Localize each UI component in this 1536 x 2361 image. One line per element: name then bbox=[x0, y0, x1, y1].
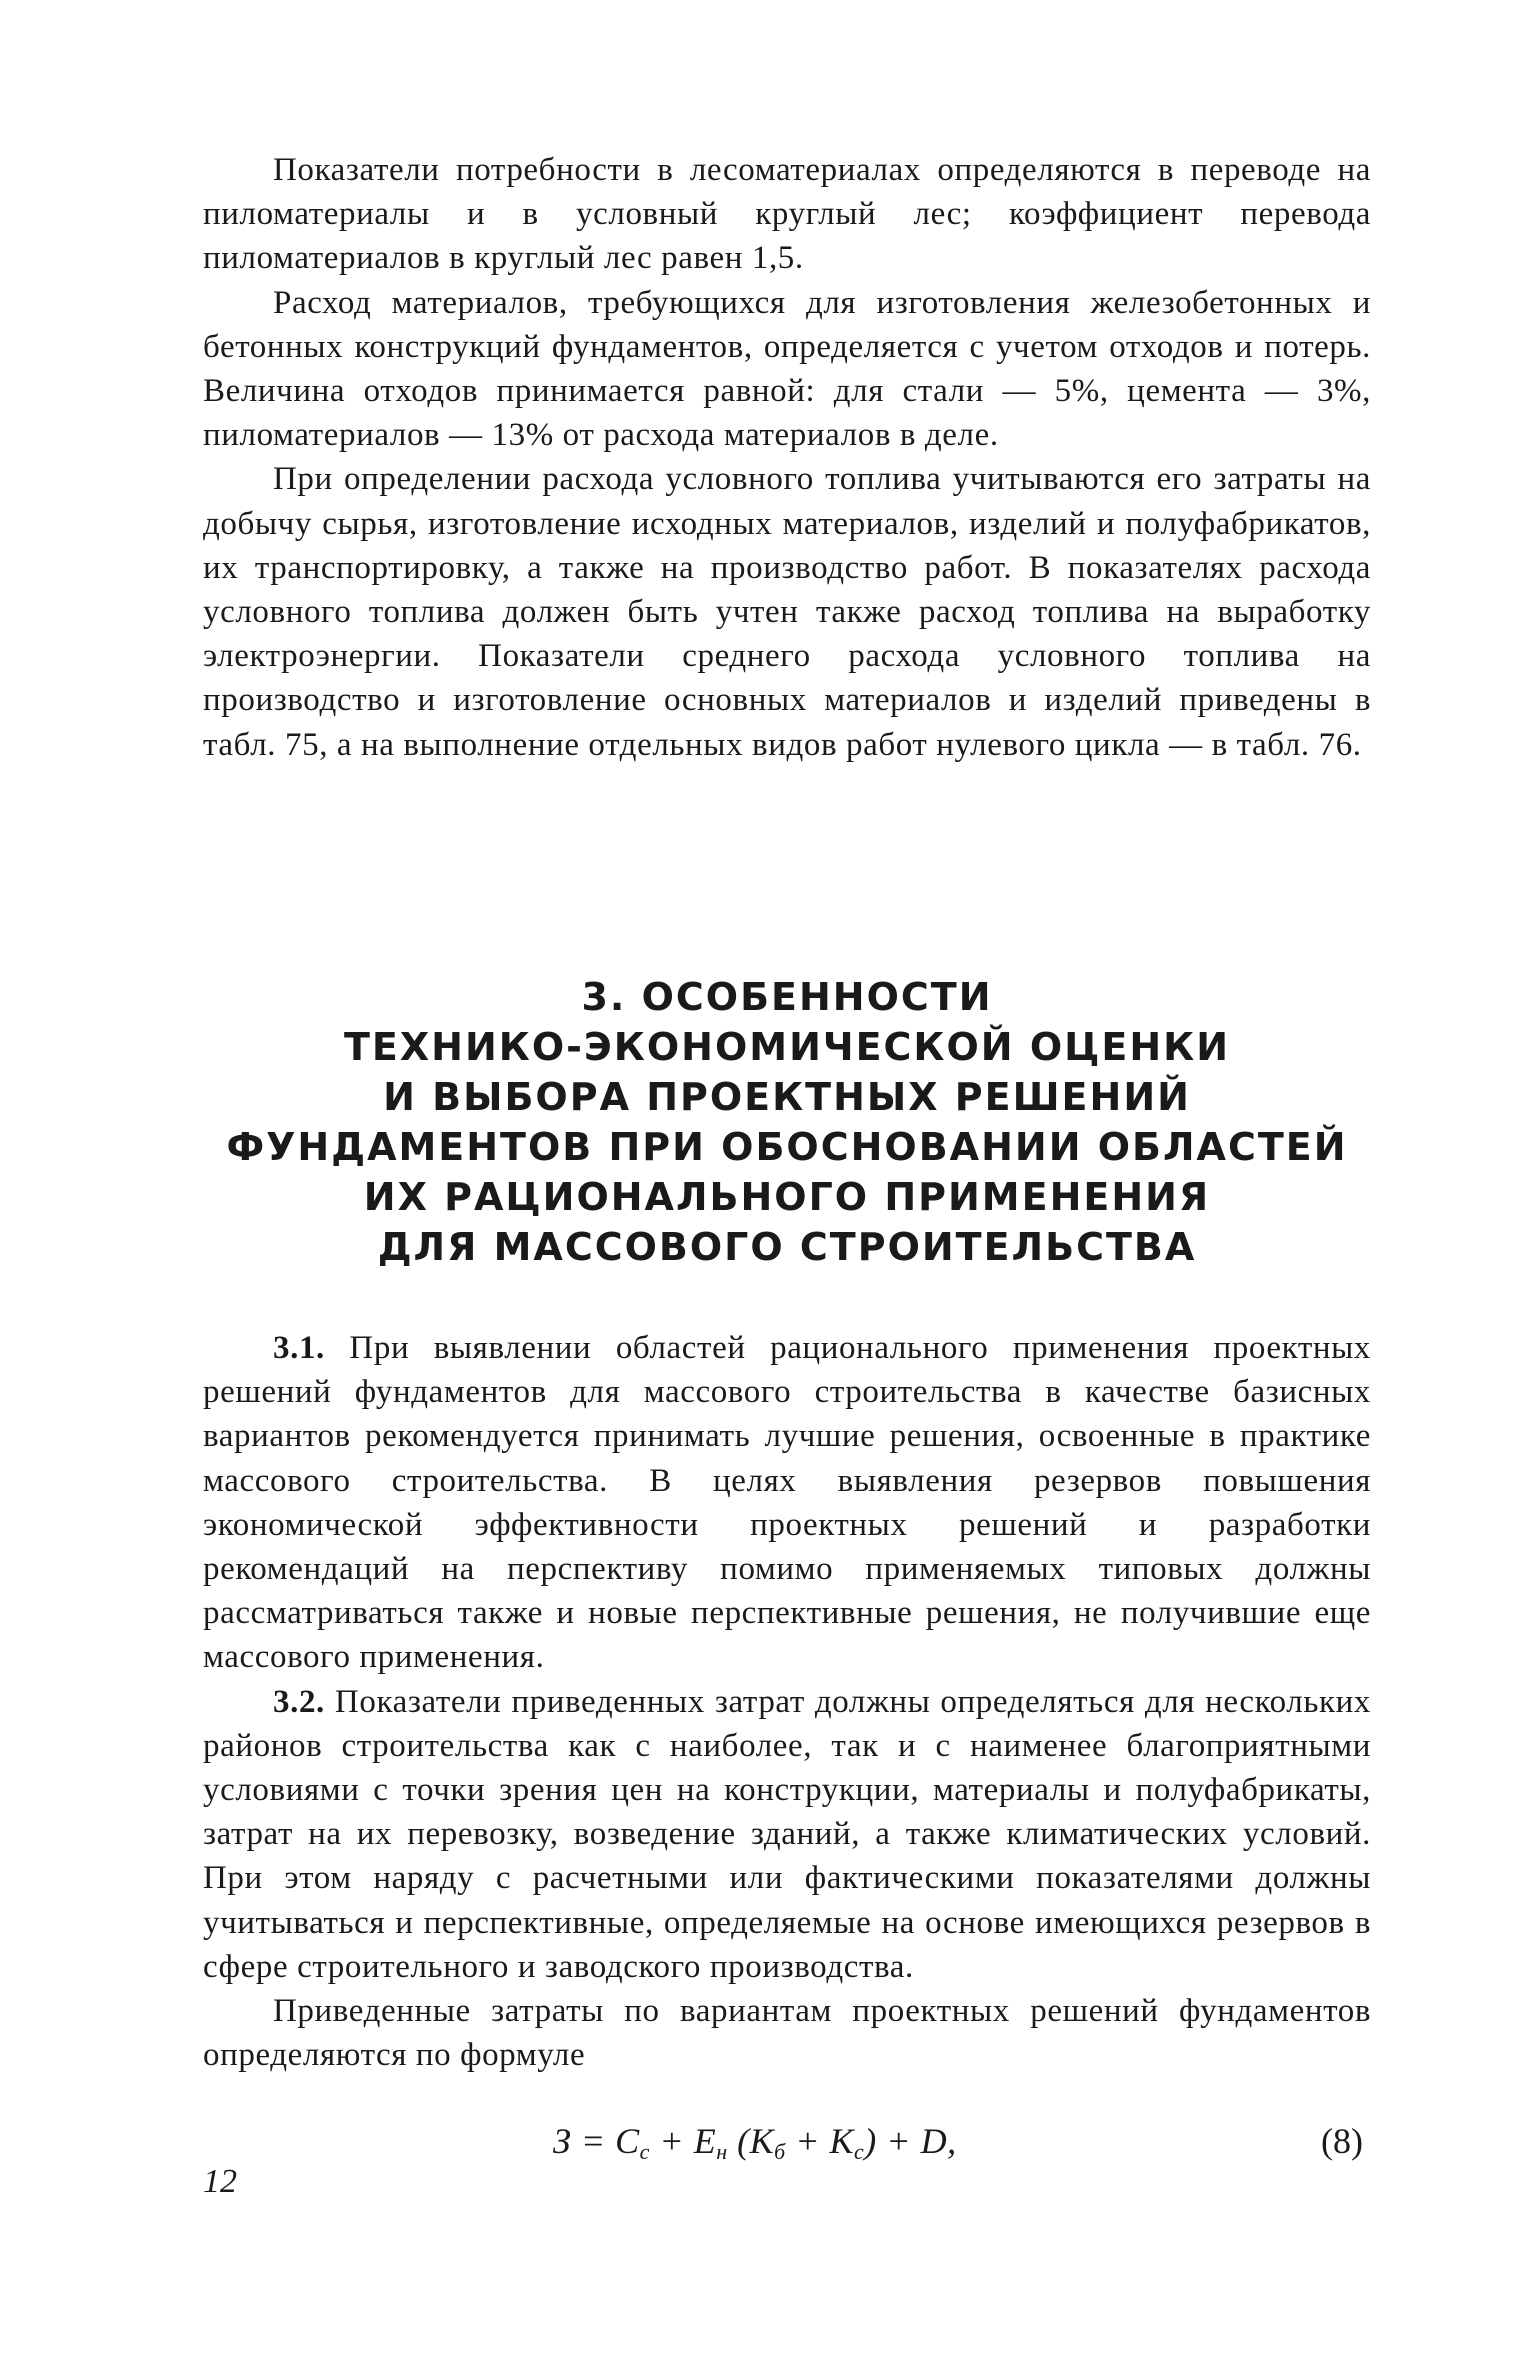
formula-row bbox=[203, 2118, 1371, 2164]
paragraph-fuel-consumption: При определении расхода условного топлива учитываются его затраты на добычу сырья, изготовление исходных материалов, изделий и полуфабрикатов, их транспортировку, а также на производство работ. В показателях расхода условного топлива должен быть учтен также расход топлива на выработку электроэнергии. Показатели среднего расхода условного топлива на производство и изготовление основных материалов и изделий приведены в табл. 75, а на выполнение отдельных видов работ нулевого цикла — в табл. 76. bbox=[203, 461, 1371, 763]
clause-number: 3.1. bbox=[273, 1330, 325, 1366]
page-number: 12 bbox=[203, 2163, 237, 2200]
clause-text: Показатели приведенных затрат должны определяться для нескольких районов строительства как с наиболее, так и с наименее благоприятными условиями с точки зрения цен на конструкции, материалы и полуфабрикаты, затрат на их перевозку, возведение зданий, а также климатических условий. При этом наряду с расчетными или фактическими показателями должны учитываться и перспективные, определяемые на основе имеющихся резервов в сфере строительного и заводского производства. bbox=[203, 1683, 1371, 1985]
clause-text: При выявлении областей рационального применения проектных решений фундаментов для массового строительства в качестве базисных вариантов рекомендуется принимать лучшие решения, освоенные в практике массового строительства. В целях выявления резервов повышения экономической эффективности проектных решений и разработки рекомендаций на перспективу помимо применяемых типовых должны рассматриваться также и новые перспективные решения, не получившие еще массового применения. bbox=[203, 1330, 1371, 1676]
paragraph-formula-intro: Приведенные затраты по вариантам проектных решений фундаментов определяются по формуле bbox=[203, 1993, 1371, 2074]
heading-line: И ВЫБОРА ПРОЕКТНЫХ РЕШЕНИЙ bbox=[383, 1075, 1191, 1119]
clause-3-1 bbox=[203, 1326, 1371, 1680]
heading-line: ФУНДАМЕНТОВ ПРИ ОБОСНОВАНИИ ОБЛАСТЕЙ bbox=[226, 1125, 1348, 1169]
formula-8: $З = C_c + E_н$ $(K_б + K_c) + D$, bbox=[553, 2121, 957, 2164]
intro-section bbox=[203, 148, 1371, 767]
clause-3-2 bbox=[203, 1680, 1371, 1989]
heading-line: ИХ РАЦИОНАЛЬНОГО ПРИМЕНЕНИЯ bbox=[363, 1175, 1211, 1219]
clause-number: 3.2. bbox=[273, 1683, 325, 1720]
heading-line: 3. ОСОБЕННОСТИ bbox=[581, 975, 993, 1019]
formula-number: (8) bbox=[1321, 2121, 1363, 2161]
paragraph-timber-requirements: Показатели потребности в лесоматериалах определяются в переводе на пиломатериалы и в условный круглый лес; коэффициент перевода пиломатериалов в круглый лес равен 1,5. bbox=[203, 152, 1371, 277]
paragraph-materials-consumption: Расход материалов, требующихся для изготовления железобетонных и бетонных конструкций фундаментов, определяется с учетом отходов и потерь. Величина отходов принимается равной: для стали — 5%, цемента — 3%, пиломатериалов — 13% от расхода материалов в деле. bbox=[203, 284, 1371, 454]
heading-line: ДЛЯ МАССОВОГО СТРОИТЕЛЬСТВА bbox=[377, 1225, 1197, 1269]
clauses-section bbox=[203, 1326, 1371, 2077]
heading-line: ТЕХНИКО-ЭКОНОМИЧЕСКОЙ ОЦЕНКИ bbox=[343, 1025, 1231, 1069]
section-heading bbox=[203, 972, 1371, 1272]
